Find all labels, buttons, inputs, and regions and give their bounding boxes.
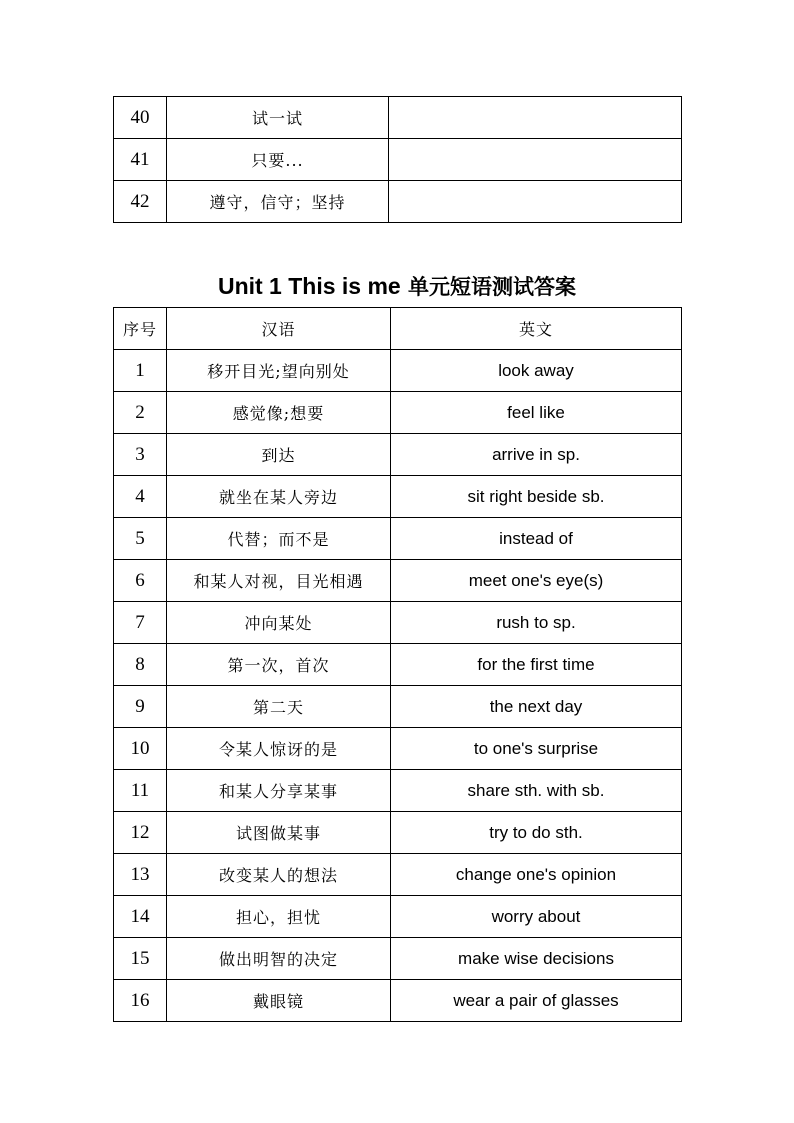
table-row bbox=[114, 812, 682, 854]
english-phrase: change one's opinion bbox=[391, 854, 682, 896]
table-row bbox=[114, 350, 682, 392]
table-row bbox=[114, 854, 682, 896]
chinese-phrase: 第一次，首次 bbox=[167, 644, 391, 686]
row-number: 40 bbox=[114, 97, 167, 139]
chinese-phrase: 第二天 bbox=[167, 686, 391, 728]
table-row bbox=[114, 392, 682, 434]
answer-table-body bbox=[114, 308, 682, 1022]
table-row bbox=[114, 938, 682, 980]
title-english: Unit 1 This is me bbox=[217, 273, 401, 299]
chinese-phrase: 代替；而不是 bbox=[167, 518, 391, 560]
chinese-phrase: 移开目光;望向别处 bbox=[167, 350, 391, 392]
chinese-phrase: 令某人惊讶的是 bbox=[167, 728, 391, 770]
row-number: 4 bbox=[114, 476, 167, 518]
row-number: 14 bbox=[114, 896, 167, 938]
english-phrase: make wise decisions bbox=[391, 938, 682, 980]
row-number: 5 bbox=[114, 518, 167, 560]
english-phrase: look away bbox=[391, 350, 682, 392]
english-phrase bbox=[389, 181, 682, 223]
english-phrase: try to do sth. bbox=[391, 812, 682, 854]
english-phrase bbox=[389, 139, 682, 181]
header-row bbox=[114, 308, 682, 350]
continued-phrase-table bbox=[113, 96, 682, 223]
row-number: 42 bbox=[114, 181, 167, 223]
chinese-phrase: 改变某人的想法 bbox=[167, 854, 391, 896]
header-number: 序号 bbox=[114, 308, 167, 350]
table-row bbox=[114, 97, 682, 139]
header-chinese: 汉语 bbox=[167, 308, 391, 350]
english-phrase: feel like bbox=[391, 392, 682, 434]
table-row bbox=[114, 560, 682, 602]
table-row bbox=[114, 980, 682, 1022]
english-phrase: worry about bbox=[391, 896, 682, 938]
row-number: 41 bbox=[114, 139, 167, 181]
row-number: 10 bbox=[114, 728, 167, 770]
table-row bbox=[114, 434, 682, 476]
table-row bbox=[114, 728, 682, 770]
row-number: 2 bbox=[114, 392, 167, 434]
table-row bbox=[114, 518, 682, 560]
table-row bbox=[114, 770, 682, 812]
row-number: 6 bbox=[114, 560, 167, 602]
chinese-phrase: 遵守，信守；坚持 bbox=[167, 181, 389, 223]
english-phrase: arrive in sp. bbox=[391, 434, 682, 476]
row-number: 12 bbox=[114, 812, 167, 854]
chinese-phrase: 到达 bbox=[167, 434, 391, 476]
chinese-phrase: 做出明智的决定 bbox=[167, 938, 391, 980]
english-phrase: wear a pair of glasses bbox=[391, 980, 682, 1022]
table-row bbox=[114, 686, 682, 728]
chinese-phrase: 试图做某事 bbox=[167, 812, 391, 854]
chinese-phrase: 只要... bbox=[167, 139, 389, 181]
english-phrase: for the first time bbox=[391, 644, 682, 686]
table-row bbox=[114, 602, 682, 644]
continued-table-body bbox=[114, 97, 682, 223]
row-number: 13 bbox=[114, 854, 167, 896]
chinese-phrase: 就坐在某人旁边 bbox=[167, 476, 391, 518]
chinese-phrase: 和某人对视，目光相遇 bbox=[167, 560, 391, 602]
english-phrase: share sth. with sb. bbox=[391, 770, 682, 812]
english-phrase: sit right beside sb. bbox=[391, 476, 682, 518]
english-phrase: rush to sp. bbox=[391, 602, 682, 644]
row-number: 1 bbox=[114, 350, 167, 392]
table-row bbox=[114, 896, 682, 938]
chinese-phrase: 冲向某处 bbox=[167, 602, 391, 644]
row-number: 16 bbox=[114, 980, 167, 1022]
row-number: 15 bbox=[114, 938, 167, 980]
chinese-phrase: 感觉像;想要 bbox=[167, 392, 391, 434]
title-chinese: 单元短语测试答案 bbox=[400, 274, 577, 299]
row-number: 7 bbox=[114, 602, 167, 644]
table-row bbox=[114, 181, 682, 223]
row-number: 9 bbox=[114, 686, 167, 728]
row-number: 3 bbox=[114, 434, 167, 476]
chinese-phrase: 和某人分享某事 bbox=[167, 770, 391, 812]
header-english: 英文 bbox=[391, 308, 682, 350]
row-number: 8 bbox=[114, 644, 167, 686]
table-row bbox=[114, 139, 682, 181]
english-phrase: the next day bbox=[391, 686, 682, 728]
english-phrase: instead of bbox=[391, 518, 682, 560]
row-number: 11 bbox=[114, 770, 167, 812]
chinese-phrase: 戴眼镜 bbox=[167, 980, 391, 1022]
english-phrase bbox=[389, 97, 682, 139]
phrase-answer-table bbox=[113, 307, 682, 1022]
chinese-phrase: 担心，担忧 bbox=[167, 896, 391, 938]
english-phrase: meet one's eye(s) bbox=[391, 560, 682, 602]
page-title bbox=[0, 270, 794, 303]
chinese-phrase: 试一试 bbox=[167, 97, 389, 139]
table-row bbox=[114, 644, 682, 686]
table-row bbox=[114, 476, 682, 518]
english-phrase: to one's surprise bbox=[391, 728, 682, 770]
